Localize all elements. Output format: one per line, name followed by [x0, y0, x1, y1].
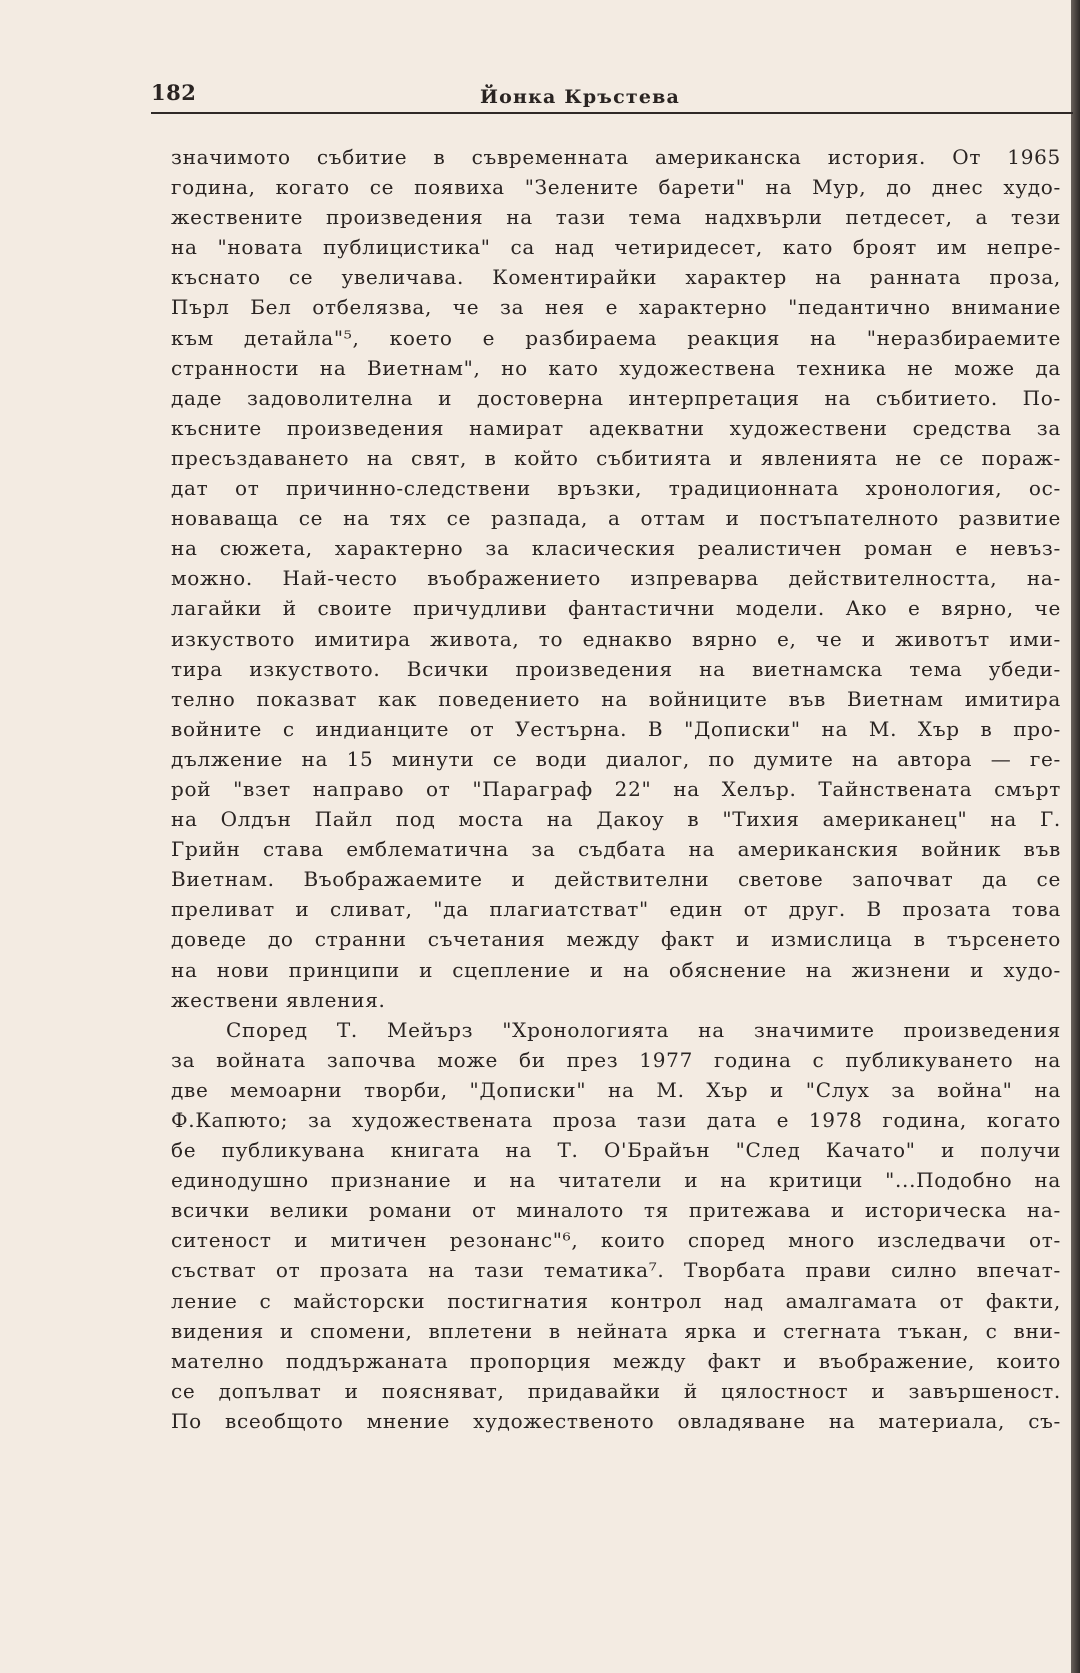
- text-line: рой "взет направо от "Параграф 22" на Хелър. Тайнствената смърт: [171, 776, 1061, 801]
- text-line: пресъздаването на свят, в който събитията и явленията не се пораж-: [171, 445, 1061, 470]
- text-line: даде задоволителна и достоверна интерпретация на събитието. По-: [171, 385, 1061, 410]
- text-line: на нови принципи и сцепление и на обяснение на жизнени и худо-: [171, 957, 1061, 982]
- text-line: се допълват и поясняват, придавайки й цялостност и завършеност.: [171, 1378, 1061, 1403]
- text-line: мателно поддържаната пропорция между факт и въображение, които: [171, 1348, 1061, 1373]
- text-line: жествени явления.: [171, 987, 386, 1012]
- text-line: телно показват как поведението на войниците във Виетнам имитира: [171, 686, 1061, 711]
- text-line: Пърл Бел отбелязва, че за нея е характерно "педантично внимание: [171, 295, 1061, 320]
- text-line: ситеност и митичен резонанс"⁶, които според много изследвачи от-: [171, 1228, 1061, 1253]
- text-line: на Олдън Пайл под моста на Дакоу в "Тихия американец" на Г.: [171, 807, 1061, 832]
- text-line: Ф.Капюто; за художествената проза тази дата е 1978 година, когато: [171, 1108, 1061, 1132]
- paragraph-2: [171, 1015, 1061, 1436]
- page-edge-shadow: [1071, 0, 1080, 1673]
- text-line: Виетнам. Въображаемите и действителни светове започват да се: [171, 867, 1061, 892]
- text-line: новаваща се на тях се разпада, а оттам и постъпателното развитие: [171, 506, 1061, 531]
- text-line: доведе до странни съчетания между факт и измислица в търсенето: [171, 927, 1061, 952]
- text-line: дат от причинно-следствени връзки, традиционната хронология, ос-: [171, 476, 1061, 501]
- body-text: [171, 142, 1061, 1436]
- text-line: бе публикувана книгата на Т. О'Брайън "След Качато" и получи: [171, 1138, 1061, 1163]
- text-line: на сюжета, характерно за класическия реалистичен роман е невъз-: [171, 536, 1061, 561]
- text-line: за войната започва може би през 1977 година с публикуването на: [171, 1047, 1061, 1072]
- text-line: към детайла"⁵, което е разбираема реакция на "неразбираемите: [171, 325, 1061, 350]
- text-line: преливат и сливат, "да плагиатстват" един от друг. В прозата това: [171, 897, 1061, 922]
- text-line: По всеобщото мнение художественото овладяване на материала, съ-: [171, 1408, 1061, 1433]
- text-line: единодушно признание и на читатели и на критици "...Подобно на: [171, 1168, 1061, 1193]
- text-line: дължение на 15 минути се води диалог, по думите на автора — ге-: [171, 746, 1061, 771]
- text-line: състват от прозата на тази тематика⁷. Творбата прави силно впечат-: [171, 1258, 1061, 1283]
- header-rule: [151, 112, 1073, 114]
- text-line: странности на Виетнам", но като художествена техника не може да: [171, 355, 1061, 380]
- page-number: 182: [151, 80, 197, 105]
- text-line: лагайки й своите причудливи фантастични модели. Ако е вярно, че: [171, 596, 1061, 621]
- paragraph-1: [171, 142, 1061, 1015]
- text-line: ление с майсторски постигнатия контрол над амалгамата от факти,: [171, 1288, 1061, 1313]
- text-line: на "новата публицистика" са над четиридесет, като броят им непре-: [171, 235, 1061, 260]
- text-line: две мемоарни творби, "Дописки" на М. Хър и "Слух за война" на: [171, 1077, 1061, 1102]
- text-line: късните произведения намират адекватни художествени средства за: [171, 415, 1061, 440]
- running-head-author: Йонка Кръстева: [479, 86, 681, 108]
- text-line: войните с индианците от Уестърна. В "Дописки" на М. Хър в про-: [171, 716, 1061, 741]
- text-line: можно. Най-често въображението изпреварва действителността, на-: [171, 566, 1061, 591]
- text-line: година, когато се появиха "Зелените барети" на Мур, до днес худо-: [171, 175, 1061, 200]
- text-line: Грийн става емблематична за съдбата на американския войник във: [171, 837, 1061, 862]
- text-line: изкуството имитира живота, то еднакво вярно е, че и животът ими-: [171, 626, 1061, 651]
- text-line: видения и спомени, вплетени в нейната ярка и стегната тъкан, с вни-: [171, 1318, 1061, 1343]
- text-line: къснато се увеличава. Коментирайки характер на ранната проза,: [171, 265, 1061, 290]
- text-line: значимото събитие в съвременната американска история. От 1965: [171, 145, 1061, 169]
- text-line: жествените произведения на тази тема надхвърли петдесет, а тези: [171, 205, 1061, 230]
- text-line: всички велики романи от миналото тя притежава и историческа на-: [171, 1198, 1061, 1223]
- text-line: тира изкуството. Всички произведения на виетнамска тема убеди-: [171, 656, 1061, 681]
- text-line: Според Т. Мейърз "Хронологията на значимите произведения: [226, 1017, 1061, 1042]
